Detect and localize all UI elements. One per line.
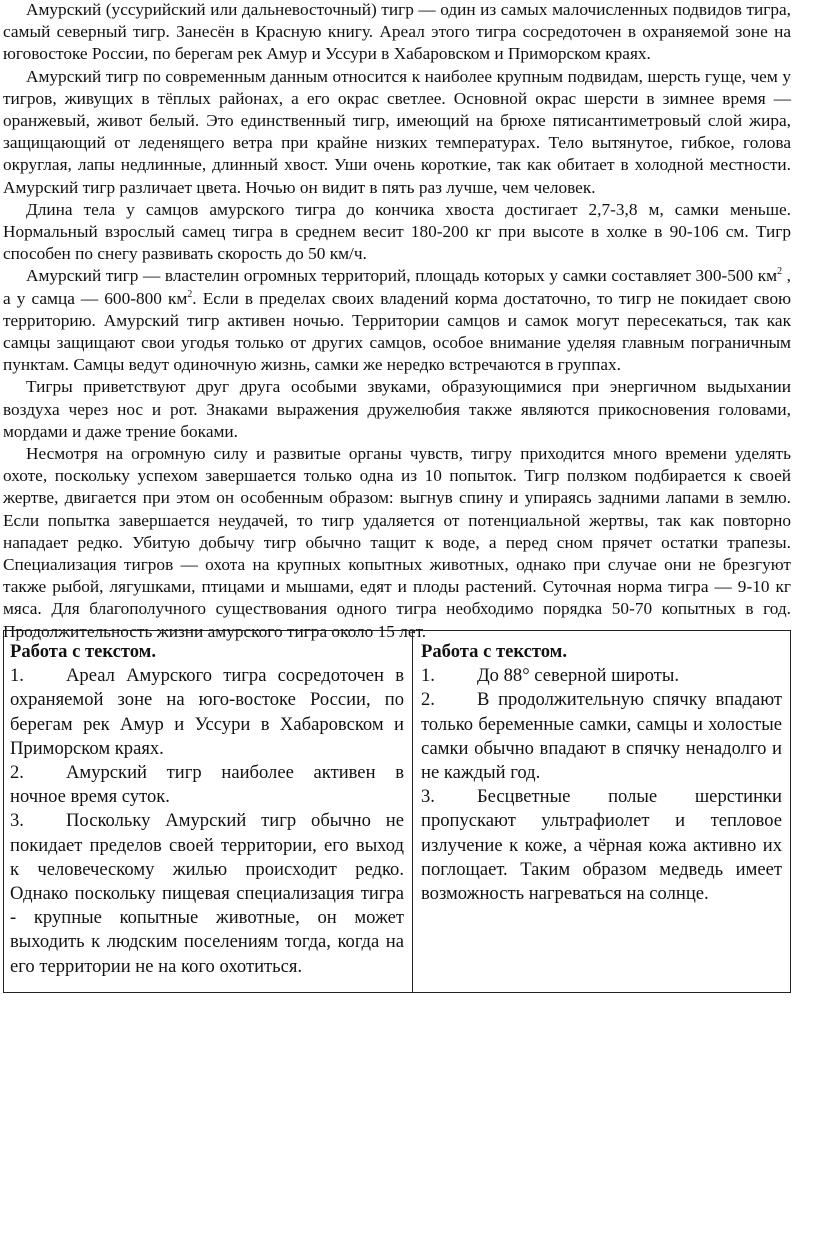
item-text: Амурский тигр наиболее активен в ночное время суток.	[10, 762, 404, 808]
article-paragraph	[3, 265, 791, 376]
superscript: 2	[187, 288, 193, 300]
article-paragraph: Амурский (уссурийский или дальневосточный) тигр — один из самых малочисленных подвидов тигра, самый северный тигр. Занесён в Красную книгу. Ареал этого тигра сосредоточен в охраняемой зоне на юговостоке России, по берегам рек Амур и Уссури в Хабаровском и Приморском краях.	[3, 0, 791, 64]
paragraph-text: Амурский тигр — властелин огромных территорий, площадь которых у самки составляет 300-500 км	[26, 266, 778, 286]
task-list	[10, 664, 404, 979]
item-number: 2.	[421, 689, 435, 711]
list-item	[10, 761, 404, 809]
list-item	[10, 809, 404, 978]
article-paragraph: Несмотря на огромную силу и развитые органы чувств, тигру приходится много времени уделять охоте, поскольку успехом завершается только одна из 10 попыток. Тигр ползком подбирается к своей жертве, двигается при этом он особенным образом: выгнув спину и упираясь задними лапами в землю. Если попытка завершается неудачей, то тигр удаляется от потенциальной жертвы, так как повторно нападает редко. Убитую добычу тигр обычно тащит к воде, а перед сном прячет остатки трапезы. Специализация тигров — охота на крупных копытных животных, однако при случае они не брезгуют также рыбой, лягушками, птицами и мышами, едят и плоды растений. Суточная норма тигра — 9-10 кг мяса. Для благополучного существования одного тигра необходимо порядка 50-70 копытных в год. Продолжительность жизни амурского тигра около 15 лет.	[3, 444, 791, 641]
column-heading: Работа с текстом.	[10, 641, 156, 662]
article-paragraph: Амурский тигр по современным данным относится к наиболее крупным подвидам, шерсть гуще, чем у тигров, живущих в тёплых районах, а его окрас светлее. Основной окрас шерсти в зимнее время — оранжевый, живот белый. Это единственный тигр, имеющий на брюхе пятисантиметровый слой жира, защищающий от леденящего ветра при крайне низких температурах. Тело вытянутое, гибкое, голова округлая, лапы недлинные, длинный хвост. Уши очень короткие, так как обитает в холодной местности. Амурский тигр различает цвета. Ночью он видит в пять раз лучше, чем человек.	[3, 66, 791, 197]
item-text: Поскольку Амурский тигр обычно не покидает пределов своей территории, его выход к человеческому жилью происходит редко. Однако поскольку пищевая специализация тигра - крупные копытные животные, он может выходить к людским поселениям тогда, когда на его территории не на кого охотиться.	[10, 810, 404, 977]
article-paragraph: Тигры приветствуют друг друга особыми звуками, образующимися при энергичном выдыхании воздуха через нос и рот. Знаками выражения дружелюбия также являются прикосновения головами, мордами и даже трение боками.	[3, 377, 791, 441]
item-text: В продолжительную спячку впадают только беременные самки, самцы и холостые самки обычно впадают в спячку ненадолго и не каждый год.	[421, 689, 782, 784]
paragraph-text: . Если в пределах своих владений корма достаточно, то тигр не покидает свою территорию. Амурский тигр активен ночью. Территории самцов и самок могут пересекаться, так как самцы защищают свои угодья только от других самцов, особое внимание уделяя главным пограничным пунктам. Самцы ведут одиночную жизнь, самки же нередко встречаются в группах.	[3, 288, 791, 375]
list-item	[10, 664, 404, 761]
task-list	[421, 664, 782, 906]
list-item	[421, 785, 782, 906]
article-paragraph: Длина тела у самцов амурского тигра до кончика хвоста достигает 2,7-3,8 м, самки меньше. Нормальный взрослый самец тигра в среднем весит 180-200 кг при высоте в холке в 90-106 см. Тигр способен по снегу развивать скорость до 50 км/ч.	[3, 199, 791, 264]
list-item	[421, 688, 782, 785]
item-text: Ареал Амурского тигра сосредоточен в охраняемой зоне на юго-востоке России, по берегам рек Амур и Уссури в Хабаровском и Приморском краях.	[10, 665, 404, 759]
tasks-column-left	[4, 631, 413, 993]
paragraph-text: , а у самца — 600-800 км	[3, 266, 792, 308]
tasks-column-right	[413, 631, 791, 993]
list-item	[421, 664, 782, 688]
tasks-table	[3, 630, 791, 993]
article-body	[3, 0, 791, 643]
item-text: Бесцветные полые шерстинки пропускают ультрафиолет и тепловое излучение к коже, а чёрная кожа активно их поглощает. Таким образом медведь имеет возможность нагреваться на солнце.	[421, 786, 782, 905]
item-text: До 88° северной широты.	[477, 665, 679, 687]
item-number: 2.	[10, 762, 24, 784]
column-heading: Работа с текстом.	[421, 641, 567, 662]
item-number: 1.	[10, 665, 24, 687]
item-number: 3.	[10, 810, 24, 832]
item-number: 3.	[421, 786, 435, 808]
superscript: 2	[777, 266, 783, 278]
tasks-row	[4, 631, 791, 993]
item-number: 1.	[421, 665, 435, 687]
